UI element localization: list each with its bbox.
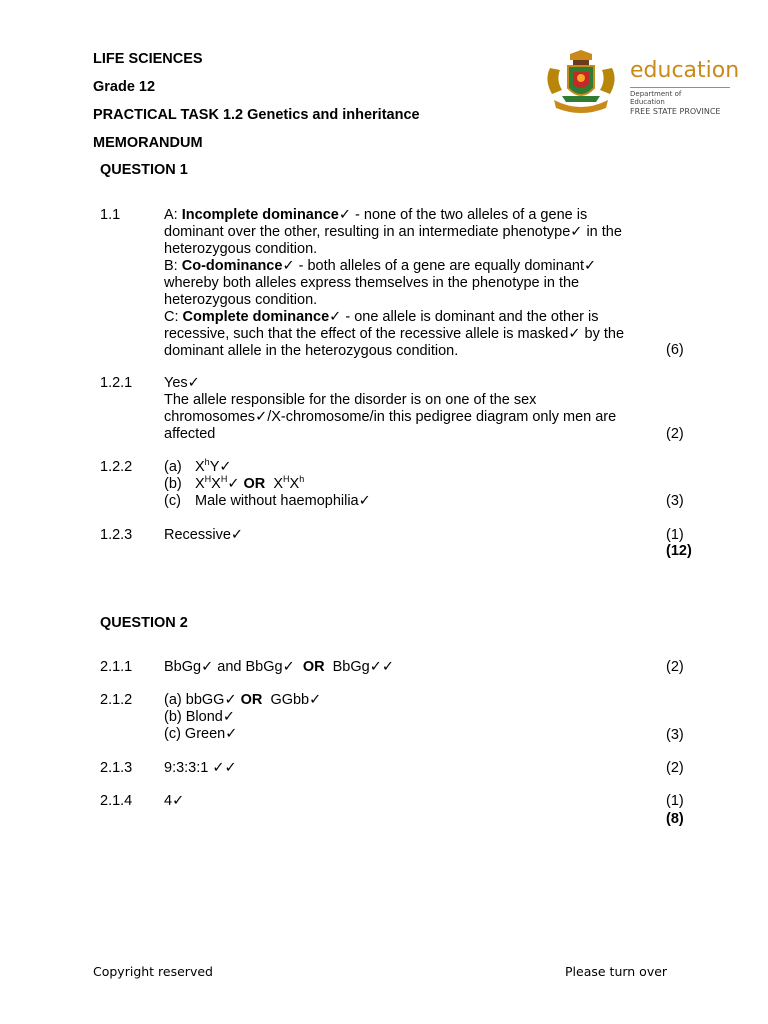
tick-icon: ✓ (369, 659, 382, 675)
tick-icon: ✓ (230, 527, 244, 543)
logo-province: FREE STATE PROVINCE (630, 107, 721, 116)
tick-icon: ✓ (255, 409, 268, 425)
answer-2-1-2: (a) bbGG✓ OR GGbb✓ (b) Blond✓ (c) Green✓ (164, 692, 322, 742)
question-number: 2.1.3 (100, 760, 133, 776)
logo-wordmark: education (630, 58, 740, 83)
tick-icon: ✓ (224, 692, 237, 708)
mark: (6) (666, 342, 684, 358)
tick-icon: ✓ (358, 493, 371, 509)
tick-icon: ✓ (329, 309, 342, 325)
logo-department: Department of Education (630, 90, 682, 106)
answer-1-2-2: (a) $X^hY✓$ (b) $X^HX^H✓$ OR $X^HX^h$ (c) Male without haemophilia✓ (164, 457, 371, 509)
tick-icon: ✓ (224, 760, 237, 776)
question-2-total: (8) (666, 811, 684, 827)
mark: (3) (666, 493, 684, 509)
tick-icon: ✓ (212, 760, 225, 776)
tick-icon: ✓ (570, 224, 583, 240)
tick-icon: ✓ (282, 659, 295, 675)
logo-divider (630, 87, 730, 88)
question-number: 2.1.2 (100, 692, 133, 708)
tick-icon: ✓ (172, 793, 185, 809)
question-2-title: QUESTION 2 (100, 615, 188, 631)
mark: (2) (666, 426, 684, 442)
tick-icon: ✓ (381, 659, 395, 675)
document-type: MEMORANDUM (93, 135, 203, 151)
mark: (1) (666, 527, 684, 543)
tick-icon: ✓ (227, 476, 240, 492)
question-number: 1.2.2 (100, 459, 133, 475)
tick-icon: ✓ (282, 258, 295, 274)
mark: (3) (666, 727, 684, 743)
question-number: 1.2.1 (100, 375, 133, 391)
footer-turn-over: Please turn over (565, 964, 668, 979)
department-logo (540, 50, 740, 120)
question-number: 2.1.1 (100, 659, 133, 675)
answer-2-1-3: 9:3:3:1 ✓✓ (164, 760, 237, 776)
answer-1-1: A: Incomplete dominance✓ - none of the two alleles of a gene is dominant over the other, resulting in an intermediate phenotype✓ in the heterozygous condition. B: Co-dominance✓ - both alleles of a gene are equally dominant✓ whereby both alleles express themselves in the phenotype in the heterozygous condition. C: Complete dominance✓ - one allele is dominant and the other is recessive, such that the effect of the recessive allele is masked✓ by the dominant allele in the heterozygous condition. (164, 207, 625, 359)
subject-title: LIFE SCIENCES (93, 51, 203, 67)
tick-icon: ✓ (338, 207, 352, 223)
tick-icon: ✓ (222, 709, 235, 725)
answer-1-2-3: Recessive✓ (164, 527, 244, 543)
answer-2-1-1: BbGg✓ and BbGg✓ OR BbGg✓✓ (164, 659, 395, 675)
tick-icon: ✓ (225, 726, 238, 742)
coat-of-arms-icon (540, 50, 622, 118)
tick-icon: ✓ (219, 459, 232, 475)
footer-copyright: Copyright reserved (93, 964, 213, 979)
question-number: 1.1 (100, 207, 121, 223)
mark: (2) (666, 659, 684, 675)
task-title: PRACTICAL TASK 1.2 Genetics and inheritance (93, 107, 420, 123)
mark: (1) (666, 793, 684, 809)
tick-icon: ✓ (187, 375, 200, 391)
question-number: 2.1.4 (100, 793, 133, 809)
grade-label: Grade 12 (93, 79, 156, 95)
tick-icon: ✓ (309, 692, 322, 708)
tick-icon: ✓ (201, 659, 214, 675)
mark: (2) (666, 760, 684, 776)
tick-icon: ✓ (568, 326, 581, 342)
question-number: 1.2.3 (100, 527, 133, 543)
tick-icon: ✓ (583, 258, 597, 274)
answer-1-2-1: Yes✓ The allele responsible for the disorder is on one of the sex chromosomes✓/X-chromosome/in this pedigree diagram only men are affected (164, 375, 617, 442)
question-1-title: QUESTION 1 (100, 162, 188, 178)
answer-2-1-4: 4✓ (164, 793, 185, 809)
question-1-total: (12) (666, 543, 692, 559)
